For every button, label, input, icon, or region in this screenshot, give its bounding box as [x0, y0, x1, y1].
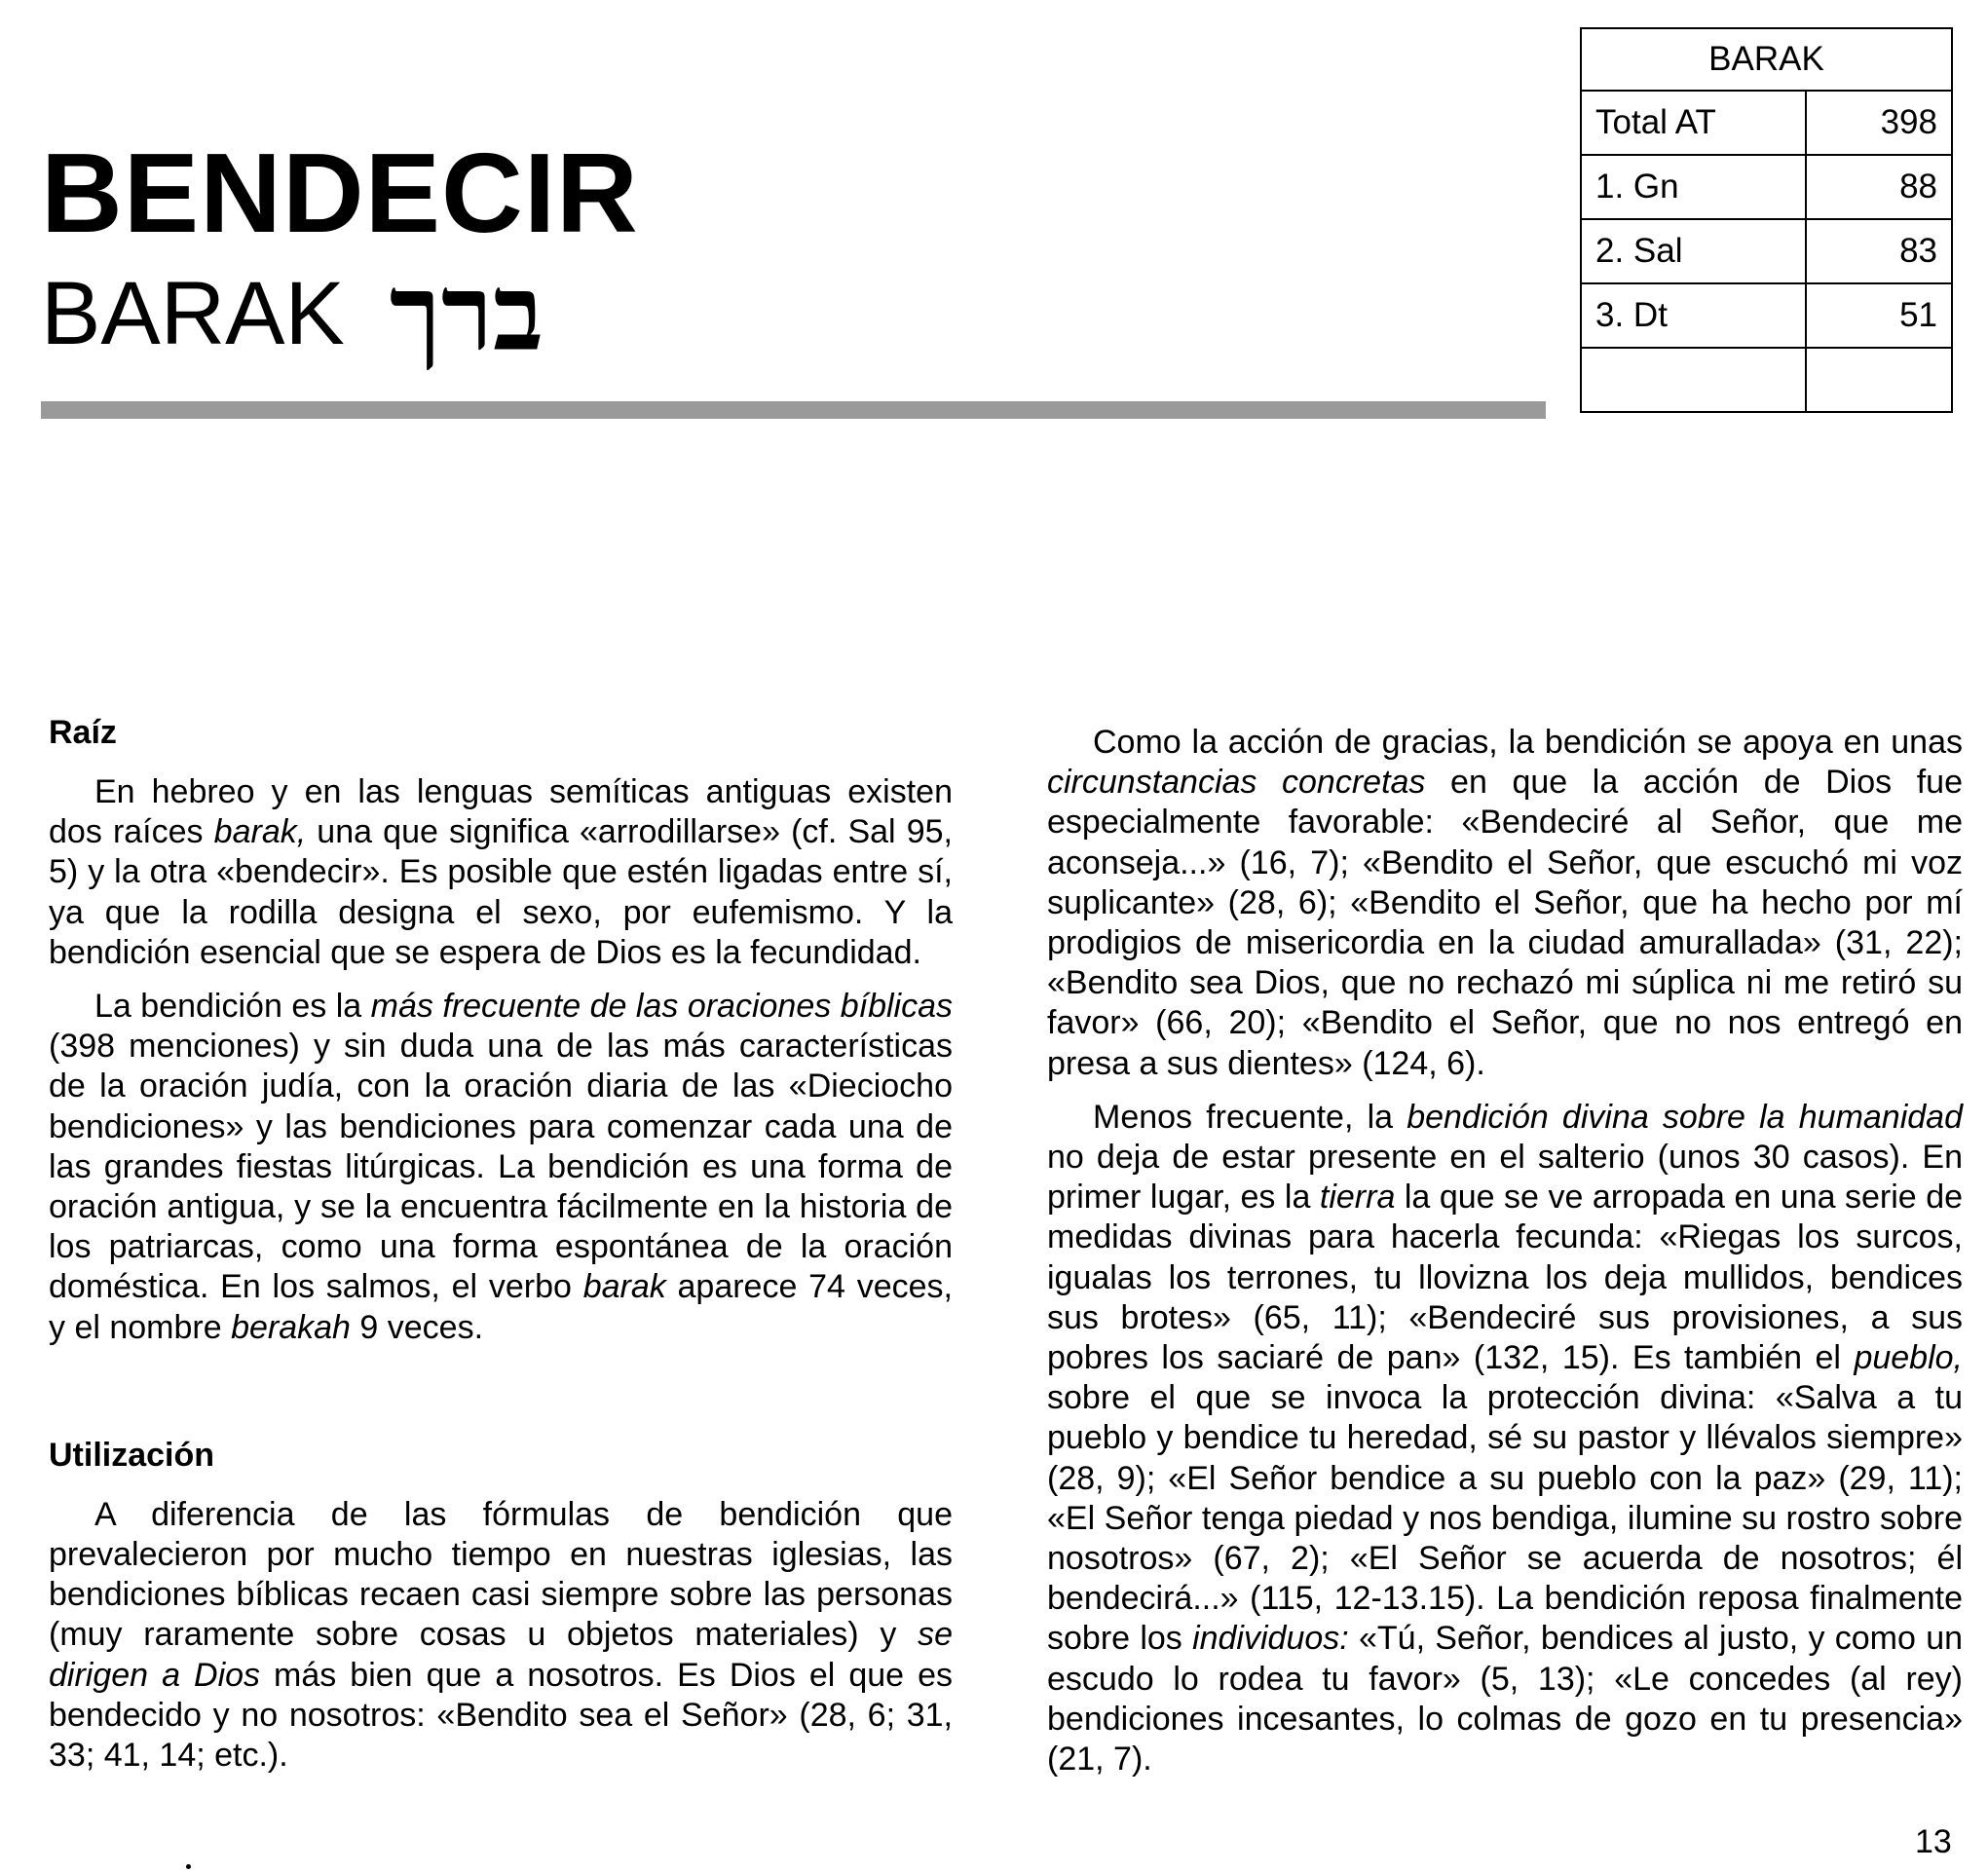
row-label: 2. Sal	[1581, 219, 1806, 283]
table-row	[1581, 348, 1952, 412]
table-row	[1581, 219, 1952, 283]
table-row	[1581, 155, 1952, 219]
subtitle-transliteration: BARAK	[41, 264, 345, 363]
paragraph: La bendición es la más frecuente de las oraciones bíblicas (398 menciones) y sin duda una de las más características de la oración judía, con la oración diaria de las «Dieciocho bendiciones» y las bendiciones para comenzar cada una de las grandes fiestas litúrgicas. La bendición es una forma de oración antigua, y se la encuentra fácilmente en la historia de los patriarcas, como una forma espontánea de la oración doméstica. En los salmos, el verbo barak aparece 74 veces, y el nombre berakah 9 veces.	[49, 988, 953, 1346]
section-heading-utilizacion: Utilización	[49, 1436, 215, 1474]
row-value	[1806, 348, 1952, 412]
section-heading-raiz: Raíz	[49, 714, 117, 751]
left-column	[49, 713, 953, 1789]
row-label: 1. Gn	[1581, 155, 1806, 219]
title-rule	[41, 401, 1546, 419]
page-title: BENDECIR	[41, 130, 639, 256]
row-label	[1581, 348, 1806, 412]
row-value: 88	[1806, 155, 1952, 219]
row-value: 398	[1806, 91, 1952, 155]
row-label: 3. Dt	[1581, 283, 1806, 348]
page-number: 13	[1915, 1823, 1952, 1860]
table-row	[1581, 283, 1952, 348]
right-column	[1047, 723, 1963, 1793]
row-value: 51	[1806, 283, 1952, 348]
row-label: Total AT	[1581, 91, 1806, 155]
paragraph: A diferencia de las fórmulas de bendición que prevalecieron por mucho tiempo en nuestras iglesias, las bendiciones bíblicas recaen casi siempre sobre las personas (muy raramente sobre cosas u objetos materiales) y se dirigen a Dios más bien que a nosotros. Es Dios el que es bendecido y no nosotros: «Bendito sea el Señor» (28, 6; 31, 33; 41, 14; etc.).	[49, 1495, 953, 1775]
subtitle	[41, 252, 544, 375]
stray-mark	[186, 1864, 191, 1869]
row-value: 83	[1806, 219, 1952, 283]
hebrew-word: ברך	[389, 252, 544, 375]
paragraph: En hebreo y en las lenguas semíticas antiguas existen dos raíces barak, una que significa «arrodillarse» (cf. Sal 95, 5) y la otra «bendecir». Es posible que estén ligadas entre sí, ya que la rodilla designa el sexo, por eufemismo. Y la bendición esencial que se espera de Dios es la fecundidad.	[49, 773, 953, 971]
frequency-table	[1580, 27, 1953, 413]
table-row	[1581, 91, 1952, 155]
paragraph: Como la acción de gracias, la bendición se apoya en unas circunstancias concretas en que la acción de Dios fue especialmente favorable: «Bendeciré al Señor, que me aconseja...» (16, 7); «Bendito el Señor, que escuchó mi voz suplicante» (28, 6); «Bendito el Señor, que ha hecho por mí prodigios de misericordia en la ciudad amurallada» (31, 22); «Bendito sea Dios, que no rechazó mi súplica ni me retiró su favor» (66, 20); «Bendito el Señor, que no nos entregó en presa a sus dientes» (124, 6).	[1047, 724, 1964, 1082]
paragraph: Menos frecuente, la bendición divina sobre la humanidad no deja de estar presente en el salterio (unos 30 casos). En primer lugar, es la tierra la que se ve arropada en una serie de medidas divinas para hacerla fecunda: «Riegas los surcos, igualas los terrones, tu llovizna los deja mullidos, bendices sus brotes» (65, 11); «Bendeciré sus provisiones, a sus pobres los saciaré de pan» (132, 15). Es también el pueblo, sobre el que se invoca la protección divina: «Salva a tu pueblo y bendice tu heredad, sé su pastor y llévalos siempre» (28, 9); «El Señor bendice a su pueblo con la paz» (29, 11); «El Señor tenga piedad y nos bendiga, ilumine su rostro sobre nosotros» (67, 2); «El Señor se acuerda de nosotros; él bendecirá...» (115, 12-13.15). La bendición reposa finalmente sobre los individuos: «Tú, Señor, bendices al justo, y como un escudo lo rodea tu favor» (5, 13); «Le concedes (al rey) bendiciones incesantes, lo colmas de gozo en tu presencia» (21, 7).	[1047, 1098, 1964, 1778]
frequency-table-heading: BARAK	[1581, 28, 1952, 91]
